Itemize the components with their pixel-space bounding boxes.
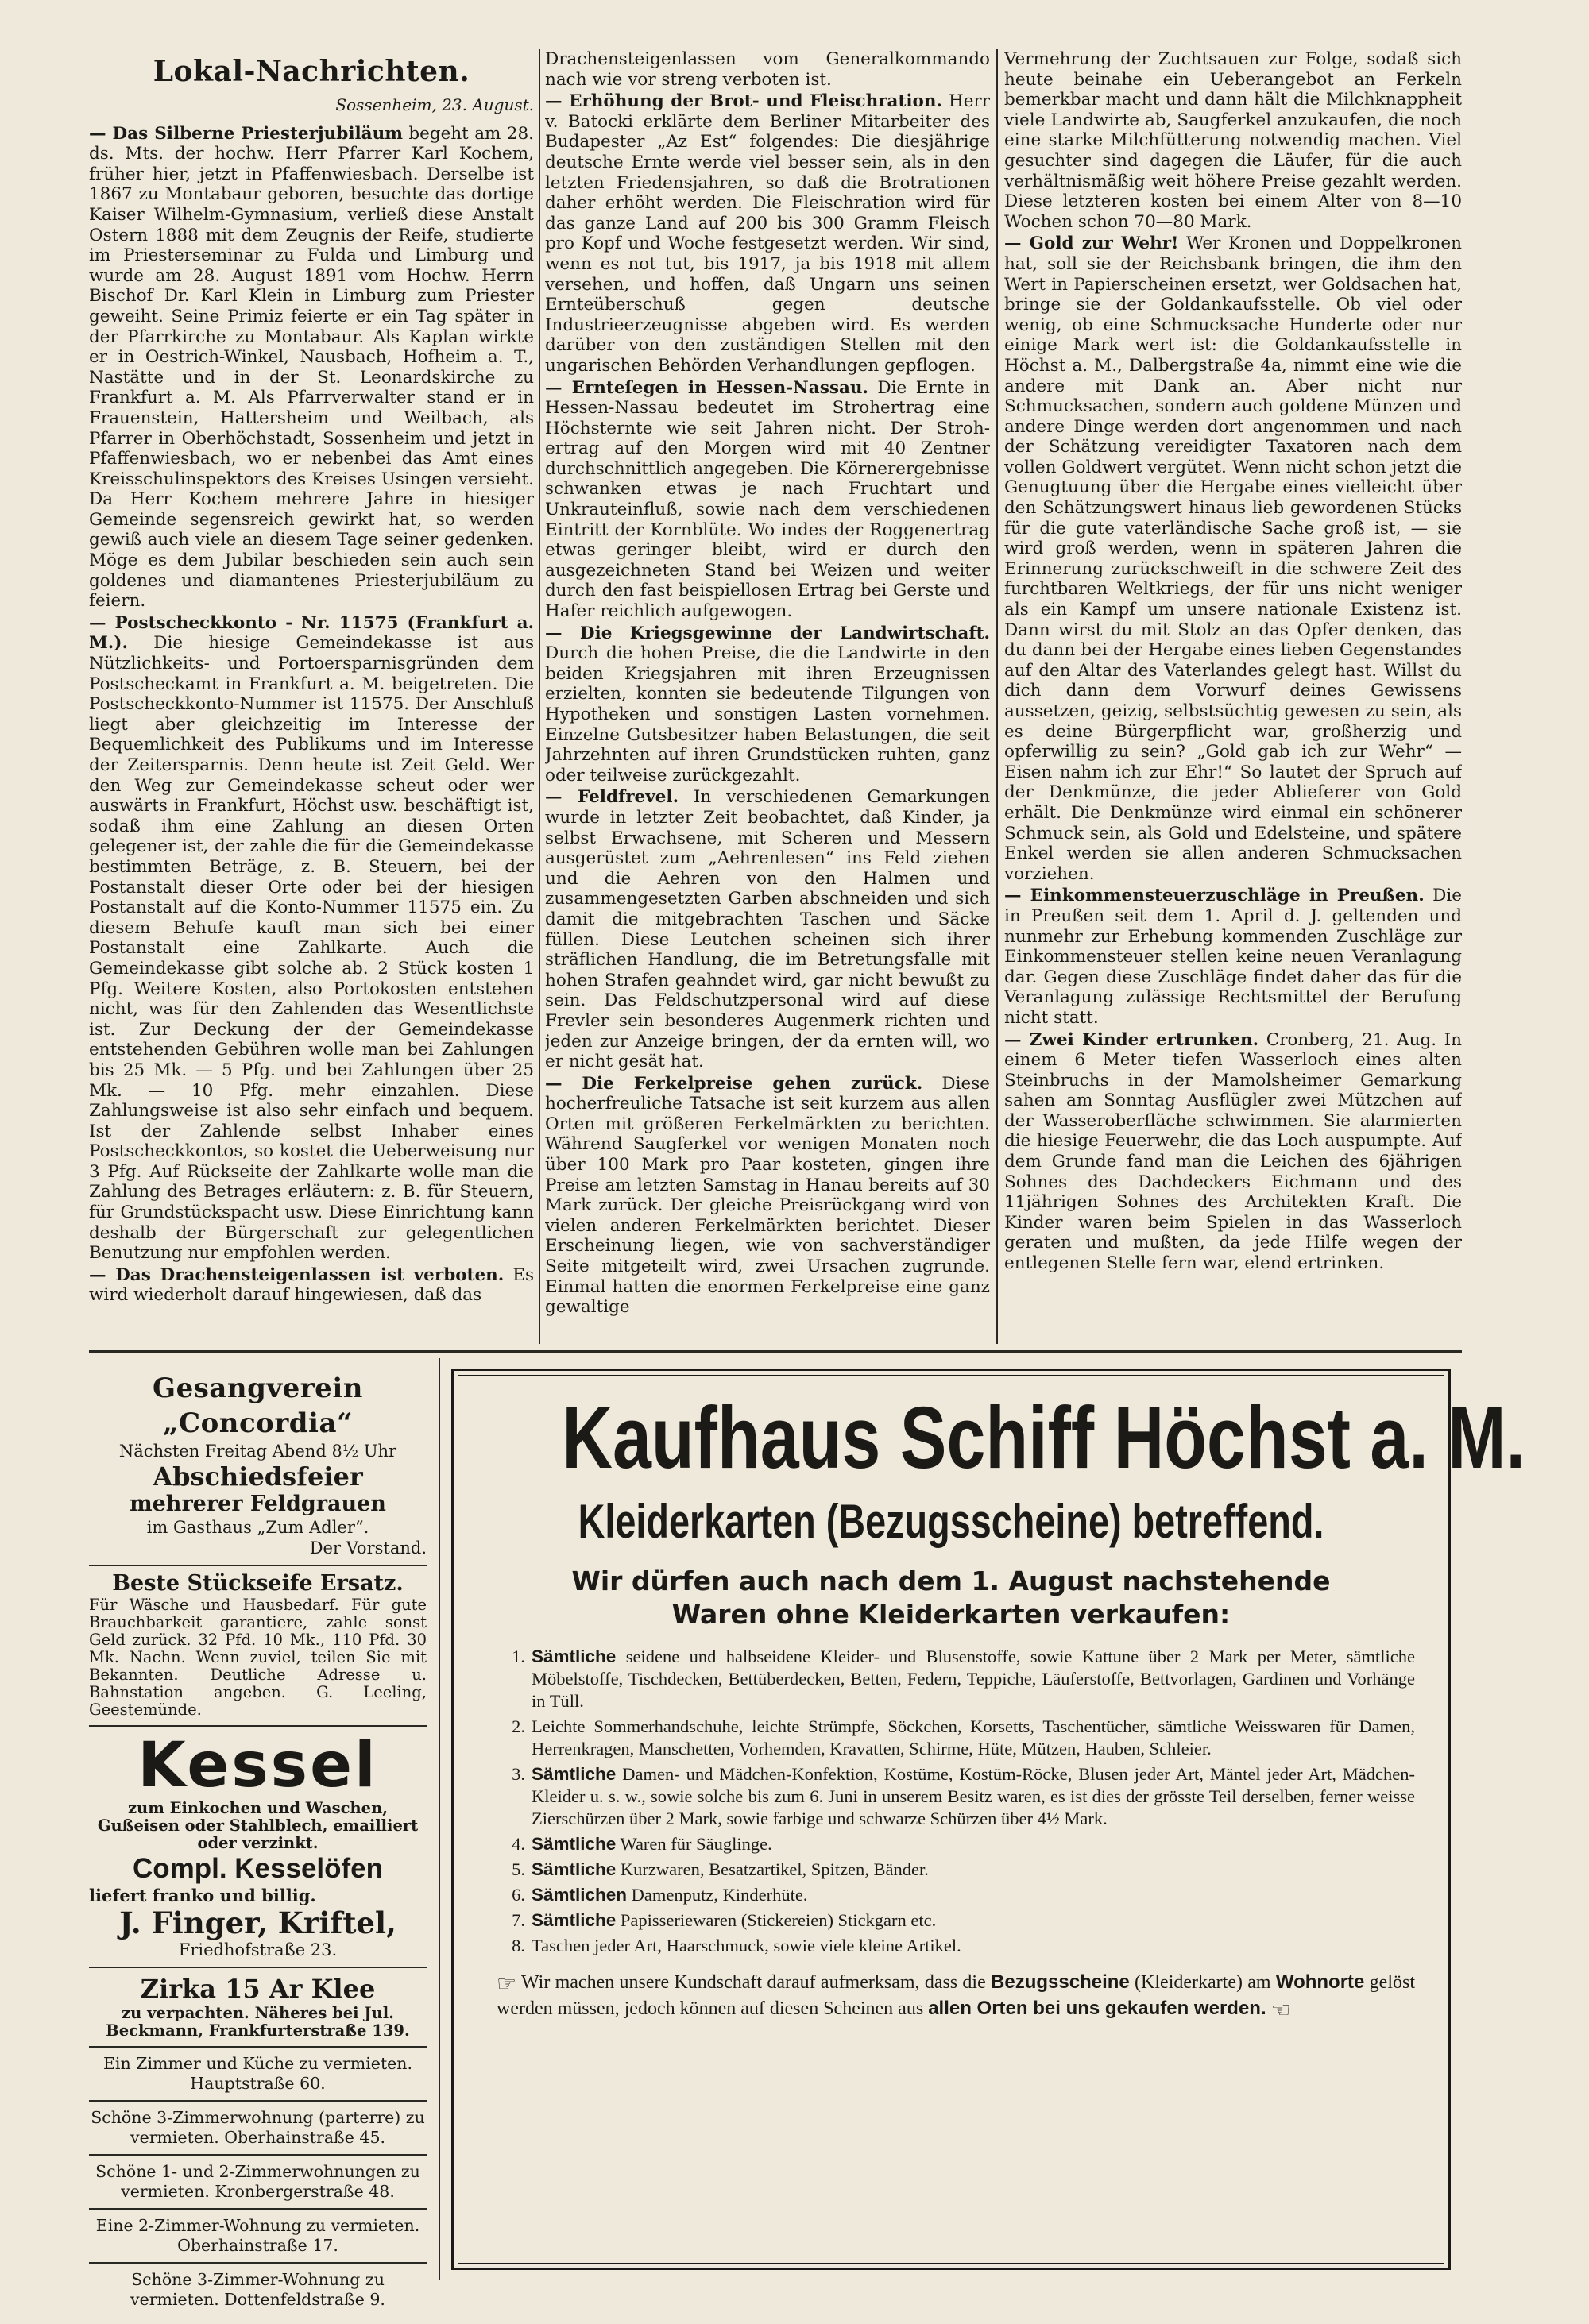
ad-finger-firm: J. Finger, Kriftel, xyxy=(119,1905,396,1940)
article-postscheckkonto: — Postscheckkonto - Nr. 11575 (Frankfurt a. M.). Die hiesige Gemeindekasse ist aus Nützlichkeits- und Portoersparnisgründen dem Postscheckamt in Frankfurt a. M. beigetreten. Die Postscheckkonto-Nummer ist 11575. Der Anschluß liegt aber gleichzeitig im Interesse der Bequemlichkeit des Publikums und im Interesse der Zeitersparnis. Denn heute ist Zeit Geld. Wer den Weg zur Gemeindekasse scheut oder wer auswärts in Frankfurt, Höchst usw. beschäftigt ist, sodaß ihm eine Zahlung an diesen Orten gelegener ist, der zahle die für die Gemeindekasse bestimmten Beträge, z. B. Steuern, bei der Postanstalt dieser Orte oder bei der hiesigen Postanstalt auf die Konto-Nummer 11575 ein. Zu diesem Behufe kauft man sich bei einer Postanstalt eine Zahlkarte. Auch die Gemeindekasse gibt solche ab. 2 Stück kosten 1 Pfg. Weitere Kosten, also Portokosten entstehen nicht, was für den Zahlenden das Wesentlichste ist. Zur Deckung der der Gemeindekasse entstehenden Gebühren wolle man bei Zahlungen bis 25 Mk. — 5 Pfg. und bei Zahlungen über 25 Mk. — 10 Pfg. mehr einzahlen. Diese Zahlungsweise ist also sehr einfach und bequem. Ist der Zahlende selbst Inhaber eines Postscheckkontos, so kostet die Ueberweisung nur 3 Pfg. Auf Rückseite der Zahlkarte wolle man die Zahlung des Betrages erläutern: z. B. für Steuern, für Grundstückspacht usw. Diese Einrichtung kann deshalb der Bürgerschaft zur gelegentlichen Benutzung nur empfohlen werden. xyxy=(89,612,534,1264)
ad-schiff-intro-2: Waren ohne Kleiderkarten verkaufen: xyxy=(671,1599,1231,1630)
ad-concordia: Gesangverein „Concordia“ Nächsten Freitag Abend 8½ Uhr Abschiedsfeier mehrerer Feldgrauen im Gasthaus „Zum Adler“. Der Vorstand. xyxy=(89,1366,427,1566)
ad-rental-1: Ein Zimmer und Küche zu vermieten. Hauptstraße 60. xyxy=(89,2048,427,2102)
list-item: 8. Taschen jeder Art, Haarschmuck, sowie viele kleine Artikel. xyxy=(512,1936,961,1955)
column-2 xyxy=(545,49,990,1344)
article-erntesegen: — Ernteſegen in Hessen-Nassau. Die Ernte in Hessen-Nassau bedeutet im Strohertrag eine Höchsternte wie seit Jahren nicht. Der Stroh-ertrag auf den Morgen wird mit 40 Zentner durchschnittlich angegeben. Die Körnerergebnisse schwanken etwas je nach Fruchtart und Unkrauteinfluß, sowie nach dem verschiedenen Eintritt der Kornblüte. Wo indes der Roggenertrag etwas geringer bleibt, wird er durch den ausgezeichneten Stand bei Weizen und weiter durch den fast beispiellosen Ertrag bei Gerste und Hafer reichlich aufgewogen. xyxy=(545,377,990,622)
classified-ads xyxy=(89,1366,427,2309)
ad-kaufhaus-schiff xyxy=(451,1369,1525,2270)
ad-schiff-notice: ☞ Wir machen unsere Kundschaft darauf aufmerksam, dass die Bezugsscheine (Kleiderkarte) am Wohnorte gelöst werden müssen, jedoch können auf diesen Scheinen aus allen Orten bei uns gekaufen werden. ☜ xyxy=(497,1970,1415,2023)
ad-kessel-heading: Kessel xyxy=(137,1730,378,1801)
article-ferkel-cont: Vermehrung der Zuchtsauen zur Folge, sodaß sich heute beinahe ein Ueberangebot an Ferkeln bemerkbar macht und dann hält die Milchknappheit viele Landwirte ab, Saugferkel anzukaufen, die noch eine starke Milchfütterung notwendig machen. Viel gesuchter sind dagegen die Läufer, für die auch verhältnismäßig weit höhere Preise gezahlt werden. Diese letzteren kosten bei einem Alter von 8—10 Wochen schon 70—80 Mark. xyxy=(1004,49,1462,232)
list-item: 2. Leichte Sommerhandschuhe, leichte Strümpfe, Söckchen, Korsetts, Taschentücher, sämtliche Weisswaren für Damen, Herrenkragen, Manschetten, Vorhemden, Kravatten, Schirme, Hüte, Mützen, Hauben, Schleier. xyxy=(512,1716,1415,1758)
ad-rental-2: Schöne 3-Zimmerwohnung (parterre) zu vermieten. Oberhainstraße 45. xyxy=(89,2102,427,2156)
list-item: 6. Sämtlichen Damenputz, Kinderhüte. xyxy=(512,1885,808,1905)
ad-kessel: Kessel zum Einkochen und Waschen, Gußeisen oder Stahlblech, emailliert oder verzinkt. Compl. Kesselöfen liefert franko und billig. J. Finger, Kriftel, Friedhofstraße 23. xyxy=(89,1727,427,1968)
section-title: Lokal-Nachrichten. xyxy=(153,55,470,88)
article-ferkelpreise: — Die Ferkelpreise gehen zurück. Diese hocherfreuliche Tatsache ist seit kurzem aus allen Orten mit größeren Ferkelmärkten zu berichten. Während Saugferkel vor wenigen Monaten noch über 100 Mark pro Paar kosteten, gingen ihre Preise am letzten Samstag in Hanau bereits auf 30 Mark zurück. Der gleiche Preisrückgang wird von vielen anderen Ferkelmärkten berichtet. Dieser Erscheinung liegen, wie von sachverständiger Seite mitgeteilt wird, zwei Ursachen zugrunde. Einmal hatten die enormen Ferkelpreise eine ganz gewaltige xyxy=(545,1073,990,1318)
ad-rental-3: Schöne 1- und 2-Zimmerwohnungen zu vermieten. Kronbergerstraße 48. xyxy=(89,2156,427,2210)
article-priesterjubilaeum: — Das Silberne Priesterjubiläum begeht am 28. ds. Mts. der hochw. Herr Pfarrer Karl Kochem, früher hier, jetzt in Pfaffenwiesbach. Derselbe ist 1867 zu Montabaur geboren, besuchte das dortige Kaiser Wilhelm-Gymnasium, verließ diese Anstalt Ostern 1888 mit dem Zeugnis der Reife, studierte im Priesterseminar zu Fulda und Limburg und wurde am 28. August 1891 vom Hochw. Herrn Bischof Dr. Karl Klein in Limburg zum Priester geweiht. Seine Primiz feierte er ein Tag später in der Pfarrkirche zu Montabaur. Als Kaplan wirkte er in Oestrich-Winkel, Nausbach, Hofheim a. T., Nastätte und in der St. Leonardskirche zu Frankfurt a. M. Als Pfarrverwalter stand er in Frauenstein, Hattersheim und Weilbach, als Pfarrer in Oberhöchstadt, Sossenheim und jetzt in Pfaffenwiesbach, wo er nebenbei das Amt eines Kreisschulinspektors des Kreises Usingen versieht. Da Herr Kochem mehrere Jahre in hiesiger Gemeinde segensreich gewirkt hat, so werden gewiß auch viele an diesem Tage seiner gedenken. Möge es dem Jubilar beschieden sein auch sein goldenes und diamantenes Priesterjubiläum zu feiern. xyxy=(89,123,534,612)
ad-schiff-item-list xyxy=(497,1646,1415,1957)
ad-stueckseife: Beste Stückseife Ersatz. Für Wäsche und Hausbedarf. Für gute Brauchbarkeit garantiere, zahle sonst Geld zurück. 32 Pfd. 10 Mk., 110 Pfd. 30 Mk. Nachn. Wenn zuviel, teilen Sie mit Bekannten. Deutliche Adresse u. Bahnstation angeben. G. Leeling, Geestemünde. xyxy=(89,1566,427,1727)
article-kriegsgewinne: — Die Kriegsgewinne der Landwirtschaft. Durch die hohen Preise, die die Landwirte in den beiden Kriegsjahren mit ihren Erzeugnissen erzielten, konnten sie bedeutende Tilgungen von Hypotheken und sonstigen Lasten vornehmen. Einzelne Gutsbesitzer haben Belastungen, die seit Jahrzehnten auf ihren Grundstücken ruhten, ganz oder teilweise zurückgezahlt. xyxy=(545,623,990,786)
article-drachen-cont: Drachensteigenlassen vom Generalkommando nach wie vor streng verboten ist. xyxy=(545,49,990,90)
article-brotration: — Erhöhung der Brot- und Fleischration. Herr v. Batocki erklärte dem Berliner Mitarbeiter des Budapester „Az Est“ folgendes: Die diesjährige deutsche Ernte werde viel besser sein, als in den letzten Friedensjahren, so daß die Brotrationen daher erhöht werden. Die Fleischration wird für das ganze Land auf 200 bis 300 Gramm Fleisch pro Kopf und Woche festgesetzt werden. Wir sind, wenn es not tut, bis 1917, ja bis 1918 mit allem versehen, und hoffen, daß Ungarn uns seinen Ernteüberschuß gegen deutsche Industrieerzeugnisse abgeben wird. Es werden darüber von den zuständigen Stellen mit den ungarischen Behörden Verhandlungen gepflogen. xyxy=(545,91,990,376)
section-divider xyxy=(89,1350,1462,1353)
list-item: 3. Sämtliche Damen- und Mädchen-Konfektion, Kostüme, Kostüm-Röcke, Blusen jeder Art, Mäntel jeder Art, Mädchen-Kleider u. s. w., sowie solche bis zum 6. Juni in unserem Besitz waren, es ist dies der grösste Teil derselben, ferner weisse Zierschürzen über 2 Mark, sowie farbige und schwarze Schürzen über 4½ Mark. xyxy=(512,1764,1415,1828)
article-kinder-ertrunken: — Zwei Kinder ertrunken. Cronberg, 21. Aug. In einem 6 Meter tiefen Wasserloch eines alten Steinbruchs in der Mamolsheimer Gemarkung sahen am Sonntag Ausflügler zwei Mützchen auf der Wasseroberfläche schwimmen. Sie alarmierten die hiesige Feuerwehr, die das Loch auspumpte. Auf dem Grunde fand man die Leichen des 6jährigen Sohnes des Dachdeckers Eichmann und des 11jährigen Sohnes des Architekten Kraft. Die Kinder waren beim Spielen in das Wasserloch geraten und mußten, da jede Hilfe wegen der entlegenen Stelle fern war, elend ertrinken. xyxy=(1004,1029,1462,1274)
ad-seife-heading: Beste Stückseife Ersatz. xyxy=(112,1571,404,1596)
dateline: Sossenheim, 23. August. xyxy=(335,95,534,114)
list-item: 4. Sämtliche Waren für Säuglinge. xyxy=(512,1834,772,1854)
ad-rental-5: Schöne 3-Zimmer-Wohnung zu vermieten. Dottenfeldstraße 9. xyxy=(130,2270,385,2309)
article-einkommensteuer: — Einkommensteuerzuschläge in Preußen. Die in Preußen seit dem 1. April d. J. geltenden und nunmehr zur Erhebung kommenden Zuschläge zur Einkommensteuer stellen keine neuen Veranlagung dar. Gegen diese Zuschläge findet daher das für die Veranlagung zulässige Rechtsmittel der Berufung nicht statt. xyxy=(1004,886,1462,1028)
ad-schiff-intro-1: Wir dürfen auch nach dem 1. August nachstehende xyxy=(571,1565,1331,1596)
article-drachensteigen: — Das Drachensteigenlassen ist verboten. Es wird wiederholt darauf hingewiesen, daß das xyxy=(89,1264,534,1306)
column-rule-1 xyxy=(539,49,540,1344)
ad-schiff-title: Kaufhaus Schiff Höchst a. M. xyxy=(562,1389,1525,1487)
ad-klee: Zirka 15 Ar Klee zu verpachten. Näheres bei Jul. Beckmann, Frankfurterstraße 139. xyxy=(89,1968,427,2048)
article-gold-zur-wehr: — Gold zur Wehr! Wer Kronen und Doppelkronen hat, soll sie der Reichsbank bringen, die ihm den Wert in Papierscheinen ersetzt, wer Goldsachen hat, bringe sie der Goldankaufsstelle. Ob viel oder wenig, ob eine Schmucksache Hunderte oder nur einige Mark wert ist: die Goldankaufsstelle in Höchst a. M., Dalbergstraße 4a, nimmt eine wie die andere mit Dank an. Aber nicht nur Schmucksachen, sondern auch goldene Münzen und andere Dinge werden dort angenommen und nach der Schätzung vereidigter Taxatoren nach dem vollen Goldwert vergütet. Wenn nicht schon jetzt die Genugtuung über die Hergabe eines vielleicht über den Schätzungswert hinaus lieb gewordenen Stücks für die gute vaterländische Sache groß ist, — sie wird groß werden, wenn in späteren Jahren die Erinnerung zurückschweift in die schwere Zeit des furchtbaren Weltkriegs, der für uns nicht weniger als ein Kampf um unsere nationale Existenz ist. Dann wirst du mit Stolz an das Opfer denken, das du dann bei der Hergabe eines lieben Gegenstandes auf den Altar des Vaterlandes gelegt hast. Willst du dich dann dem Vorwurf deines Gewissens aussetzen, geizig, selbstsüchtig gewesen zu sein, als es deine Bürgerpflicht war, großherzig und opferwillig zu sein? „Gold gab ich zur Wehr“ — Eisen nahm ich zur Ehr!“ So lautet der Spruch auf der Denkmünze, die jeder Ablieferer von Gold erhält. Die Denkmünze wird einmal ein schönerer Schmuck sein, als Gold und Edelsteine, und spätere Enkel werden sie allen anderen Schmucksachen vorziehen. xyxy=(1004,234,1462,884)
column-3 xyxy=(1004,49,1462,1344)
column-rule-2 xyxy=(996,49,998,1344)
column-1 xyxy=(89,49,534,1344)
article-feldfrevel: — Feldfrevel. In verschiedenen Gemarkungen wurde in letzter Zeit beobachtet, daß Kinder, ja selbst Erwachsene, mit Scheren und Messern ausgerüstet zum „Aehrenlesen“ ins Feld ziehen und die Aehren von den Halmen und zusammengesetzten Garben abschneiden und sich damit die mitgebrachten Taschen und Säcke füllen. Diese Leutchen scheinen sich ihrer sträflichen Handlung, die im Betretungsfalle mit hohen Strafen geahndet wird, gar nicht bewußt zu sein. Das Feldschutzpersonal wird auf diese Frevler sein besonderes Augenmerk richten und jeden zur Anzeige bringen, der da ernten will, wo er nicht gesät hat. xyxy=(545,787,990,1072)
pointing-hand-left-icon: ☜ xyxy=(1270,1996,1291,2023)
list-item: 7. Sämtliche Papisseriewaren (Stickereien) Stickgarn etc. xyxy=(512,1910,937,1930)
ad-rental-4: Eine 2-Zimmer-Wohnung zu vermieten. Oberhainstraße 17. xyxy=(89,2210,427,2264)
ad-concordia-heading: Gesangverein „Concordia“ xyxy=(153,1372,363,1439)
ad-schiff-subtitle: Kleiderkarten (Bezugsscheine) betreffend. xyxy=(578,1495,1324,1548)
list-item: 5. Sämtliche Kurzwaren, Besatzartikel, Spitzen, Bänder. xyxy=(512,1859,929,1879)
ads-rule xyxy=(439,1358,440,2280)
pointing-hand-icon: ☞ xyxy=(497,1970,517,1997)
list-item: 1. Sämtliche seidene und halbseidene Kleider- und Blusenstoffe, sowie Kattune über 2 Mark per Meter, sämtliche Möbelstoffe, Tischdecken, Bettüberdecken, Betten, Federn, Teppiche, Läuferstoffe, Bettvorlagen, Gardinen und Vorhänge in Tüll. xyxy=(512,1646,1415,1711)
